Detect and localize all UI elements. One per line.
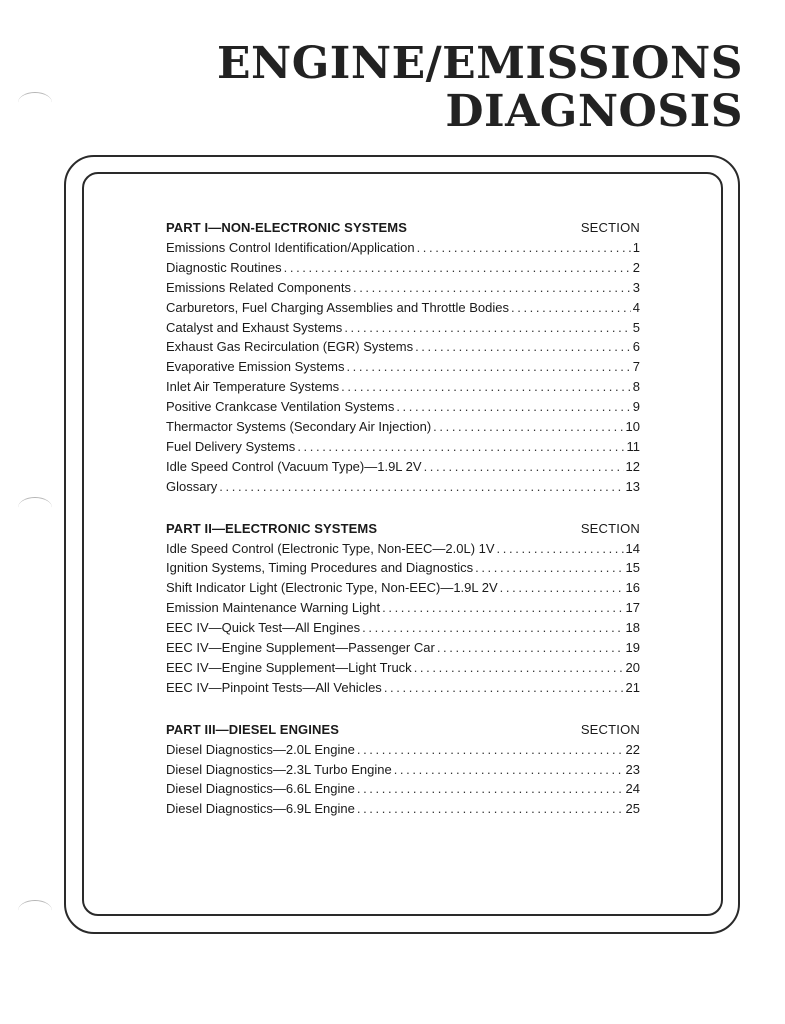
toc-part-header — [166, 720, 640, 740]
toc-dot-leader — [382, 598, 623, 618]
toc-section-column-label: SECTION — [580, 721, 640, 737]
toc-dot-leader — [394, 760, 624, 780]
toc-dot-leader — [497, 539, 624, 559]
toc-dot-leader — [284, 258, 631, 278]
toc-entry-label: Catalyst and Exhaust Systems — [166, 319, 343, 335]
toc-entry-section-number: 11 — [626, 438, 640, 454]
toc-dot-leader — [346, 357, 630, 377]
toc-entry-label: Idle Speed Control (Vacuum Type)—1.9L 2V — [166, 458, 422, 474]
toc-entry-section-number: 6 — [632, 339, 640, 355]
toc-entry-label: Diesel Diagnostics—6.6L Engine — [166, 781, 355, 797]
toc-part-1 — [166, 218, 640, 497]
toc-dot-leader — [433, 417, 623, 437]
toc-entry-label: Emissions Related Components — [166, 279, 351, 295]
toc-entry — [166, 457, 640, 477]
toc-dot-leader — [219, 477, 623, 497]
toc-dot-leader — [357, 799, 624, 819]
toc-entry-label: Diagnostic Routines — [166, 259, 282, 275]
toc-entry-label: Emission Maintenance Warning Light — [166, 600, 381, 616]
toc-entry — [166, 238, 640, 258]
toc-entry-label: Glossary — [166, 478, 218, 494]
toc-entry-label: Diesel Diagnostics—2.3L Turbo Engine — [166, 761, 392, 777]
toc-entry — [166, 477, 640, 497]
toc-entry-section-number: 5 — [632, 319, 640, 335]
toc-entry-section-number: 15 — [625, 560, 640, 576]
toc-dot-leader — [396, 397, 630, 417]
toc-entry-section-number: 17 — [625, 600, 640, 616]
toc-entry-section-number: 18 — [625, 620, 640, 636]
toc-entry-label: Positive Crankcase Ventilation Systems — [166, 399, 395, 415]
toc-entry — [166, 618, 640, 638]
toc-part-2 — [166, 519, 640, 698]
toc-entry — [166, 760, 640, 780]
toc-entry-label: EEC IV—Engine Supplement—Passenger Car — [166, 640, 435, 656]
toc-dot-leader — [417, 238, 631, 258]
toc-entry-section-number: 3 — [632, 279, 640, 295]
toc-entry — [166, 740, 640, 760]
toc-entry — [166, 258, 640, 278]
toc-entry-label: Ignition Systems, Timing Procedures and Diagnostics — [166, 560, 474, 576]
toc-entry — [166, 598, 640, 618]
toc-dot-leader — [384, 678, 624, 698]
toc-entry-label: Emissions Control Identification/Application — [166, 240, 415, 255]
toc-entry-section-number: 21 — [625, 679, 640, 695]
toc-entry — [166, 539, 640, 559]
toc-entry-section-number: 12 — [625, 458, 640, 474]
toc-entry — [166, 678, 640, 698]
toc-entry — [166, 799, 640, 819]
toc-entry-section-number: 4 — [632, 299, 640, 315]
toc-entry-section-number: 20 — [625, 659, 640, 675]
toc-entry-section-number: 1 — [632, 240, 640, 255]
toc-entry-label: Exhaust Gas Recirculation (EGR) Systems — [166, 339, 414, 355]
page-title-line-2: DIAGNOSIS — [445, 86, 743, 137]
toc-entry — [166, 437, 640, 457]
punch-hole-mark — [18, 497, 52, 518]
toc-dot-leader — [500, 578, 624, 598]
toc-entry-section-number: 8 — [632, 379, 640, 395]
toc-entry — [166, 397, 640, 417]
punch-hole-mark — [18, 900, 52, 921]
toc-entry-label: Diesel Diagnostics—6.9L Engine — [166, 801, 355, 817]
toc-entry-section-number: 14 — [625, 540, 640, 556]
toc-entry — [166, 779, 640, 799]
toc-entry — [166, 377, 640, 397]
toc-entry — [166, 337, 640, 357]
toc-part-header — [166, 218, 640, 238]
toc-entry-label: Thermactor Systems (Secondary Air Injection) — [166, 419, 432, 435]
toc-entry — [166, 558, 640, 578]
toc-entry-section-number: 22 — [625, 741, 640, 757]
toc-entry-section-number: 13 — [625, 478, 640, 494]
toc-entry — [166, 638, 640, 658]
toc-dot-leader — [414, 658, 624, 678]
toc-part-title: PART I—NON-ELECTRONIC SYSTEMS — [166, 220, 408, 235]
toc-dot-leader — [344, 318, 630, 338]
toc-entry-section-number: 23 — [625, 761, 640, 777]
punch-hole-mark — [18, 92, 52, 113]
toc-entry-label: Diesel Diagnostics—2.0L Engine — [166, 741, 355, 757]
toc-entry-section-number: 24 — [625, 781, 640, 797]
toc-entry-label: Evaporative Emission Systems — [166, 359, 345, 375]
toc-entry-section-number: 9 — [632, 399, 640, 415]
toc-entry-label: Fuel Delivery Systems — [166, 438, 296, 454]
toc-entry-section-number: 16 — [625, 580, 640, 596]
toc-entry-section-number: 25 — [625, 801, 640, 817]
toc-part-3 — [166, 720, 640, 820]
toc-part-title: PART III—DIESEL ENGINES — [166, 721, 340, 737]
toc-entry-label: Idle Speed Control (Electronic Type, Non-EEC—2.0L) 1V — [166, 540, 495, 556]
toc-section-column-label: SECTION — [580, 220, 640, 235]
toc-part-title: PART II—ELECTRONIC SYSTEMS — [166, 520, 378, 536]
toc-entry-label: EEC IV—Engine Supplement—Light Truck — [166, 659, 412, 675]
toc-dot-leader — [415, 337, 631, 357]
toc-dot-leader — [357, 779, 624, 799]
toc-entry-label: EEC IV—Quick Test—All Engines — [166, 620, 361, 636]
toc-entry — [166, 278, 640, 298]
toc-dot-leader — [475, 558, 623, 578]
page-title — [217, 40, 743, 136]
toc-entry — [166, 318, 640, 338]
toc-entry-section-number: 2 — [632, 259, 640, 275]
toc-dot-leader — [357, 740, 624, 760]
toc-section-column-label: SECTION — [580, 520, 640, 536]
page-title-line-1: ENGINE/EMISSIONS — [216, 38, 743, 89]
toc-dot-leader — [297, 437, 624, 457]
toc-entry-label: Shift Indicator Light (Electronic Type, Non-EEC)—1.9L 2V — [166, 580, 498, 596]
toc-entry-section-number: 7 — [632, 359, 640, 375]
toc-dot-leader — [511, 298, 631, 318]
toc-entry-label: Inlet Air Temperature Systems — [166, 379, 340, 395]
toc-entry — [166, 298, 640, 318]
toc-dot-leader — [341, 377, 631, 397]
toc-entry — [166, 578, 640, 598]
table-of-contents — [166, 218, 640, 841]
toc-entry-label: Carburetors, Fuel Charging Assemblies and Throttle Bodies — [166, 299, 509, 315]
toc-entry — [166, 357, 640, 377]
toc-entry-label: EEC IV—Pinpoint Tests—All Vehicles — [166, 679, 382, 695]
toc-entry — [166, 417, 640, 437]
toc-dot-leader — [424, 457, 624, 477]
toc-part-header — [166, 519, 640, 539]
toc-entry — [166, 658, 640, 678]
toc-entry-section-number: 10 — [625, 419, 640, 435]
toc-dot-leader — [437, 638, 624, 658]
toc-dot-leader — [362, 618, 623, 638]
toc-dot-leader — [353, 278, 631, 298]
toc-entry-section-number: 19 — [625, 640, 640, 656]
